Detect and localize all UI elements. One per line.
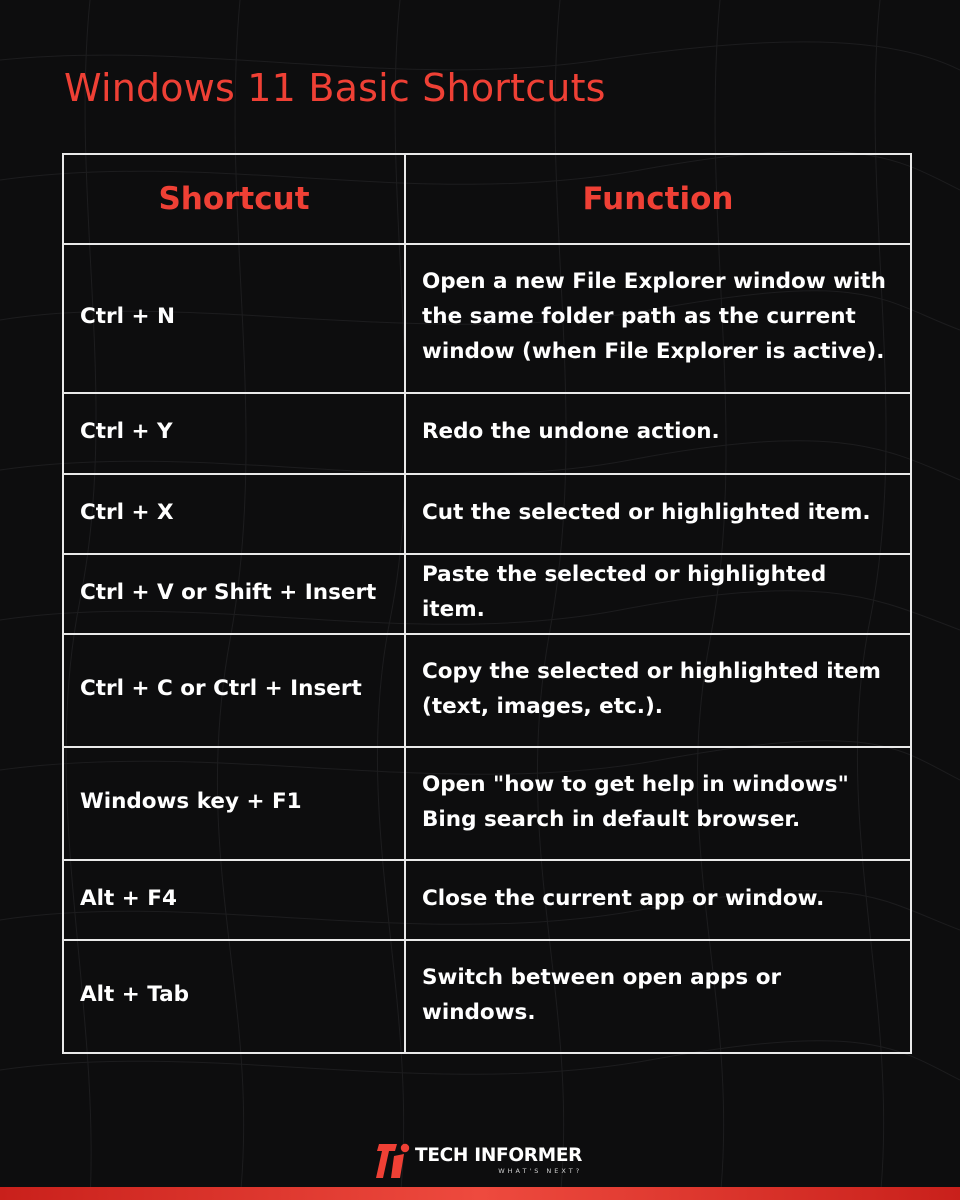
function-cell: Close the current app or window. [405,860,911,940]
function-cell: Paste the selected or highlighted item. [405,554,911,634]
function-cell: Open a new File Explorer window with the same folder path as the current window (when File Explorer is active). [405,244,911,393]
page-title: Windows 11 Basic Shortcuts [64,66,606,110]
tech-informer-logo-icon [374,1140,412,1180]
shortcut-cell: Ctrl + V or Shift + Insert [63,554,405,634]
shortcut-cell: Windows key + F1 [63,747,405,860]
bottom-accent-bar [0,1187,960,1200]
function-cell: Switch between open apps or windows. [405,940,911,1053]
brand-logo [374,1140,582,1180]
function-column-header: Function [405,154,911,244]
shortcut-cell: Alt + F4 [63,860,405,940]
brand-name: TECH INFORMER [415,1144,583,1166]
shortcut-cell: Ctrl + C or Ctrl + Insert [63,634,405,747]
shortcut-cell: Ctrl + Y [63,393,405,474]
function-cell: Redo the undone action. [405,393,911,474]
function-cell: Cut the selected or highlighted item. [405,474,911,554]
table-header-row [63,154,911,244]
shortcut-cell: Alt + Tab [63,940,405,1053]
function-cell: Open "how to get help in windows" Bing search in default browser. [405,747,911,860]
shortcut-column-header: Shortcut [63,154,405,244]
table-row [63,747,911,860]
table-row [63,940,911,1053]
table-row [63,634,911,747]
function-cell: Copy the selected or highlighted item (text, images, etc.). [405,634,911,747]
table-row [63,554,911,634]
shortcut-cell: Ctrl + X [63,474,405,554]
table-row [63,393,911,474]
table-row [63,244,911,393]
table-row [63,474,911,554]
table-row [63,860,911,940]
shortcuts-table [62,153,912,1054]
brand-tagline: WHAT'S NEXT? [498,1166,583,1175]
shortcut-cell: Ctrl + N [63,244,405,393]
